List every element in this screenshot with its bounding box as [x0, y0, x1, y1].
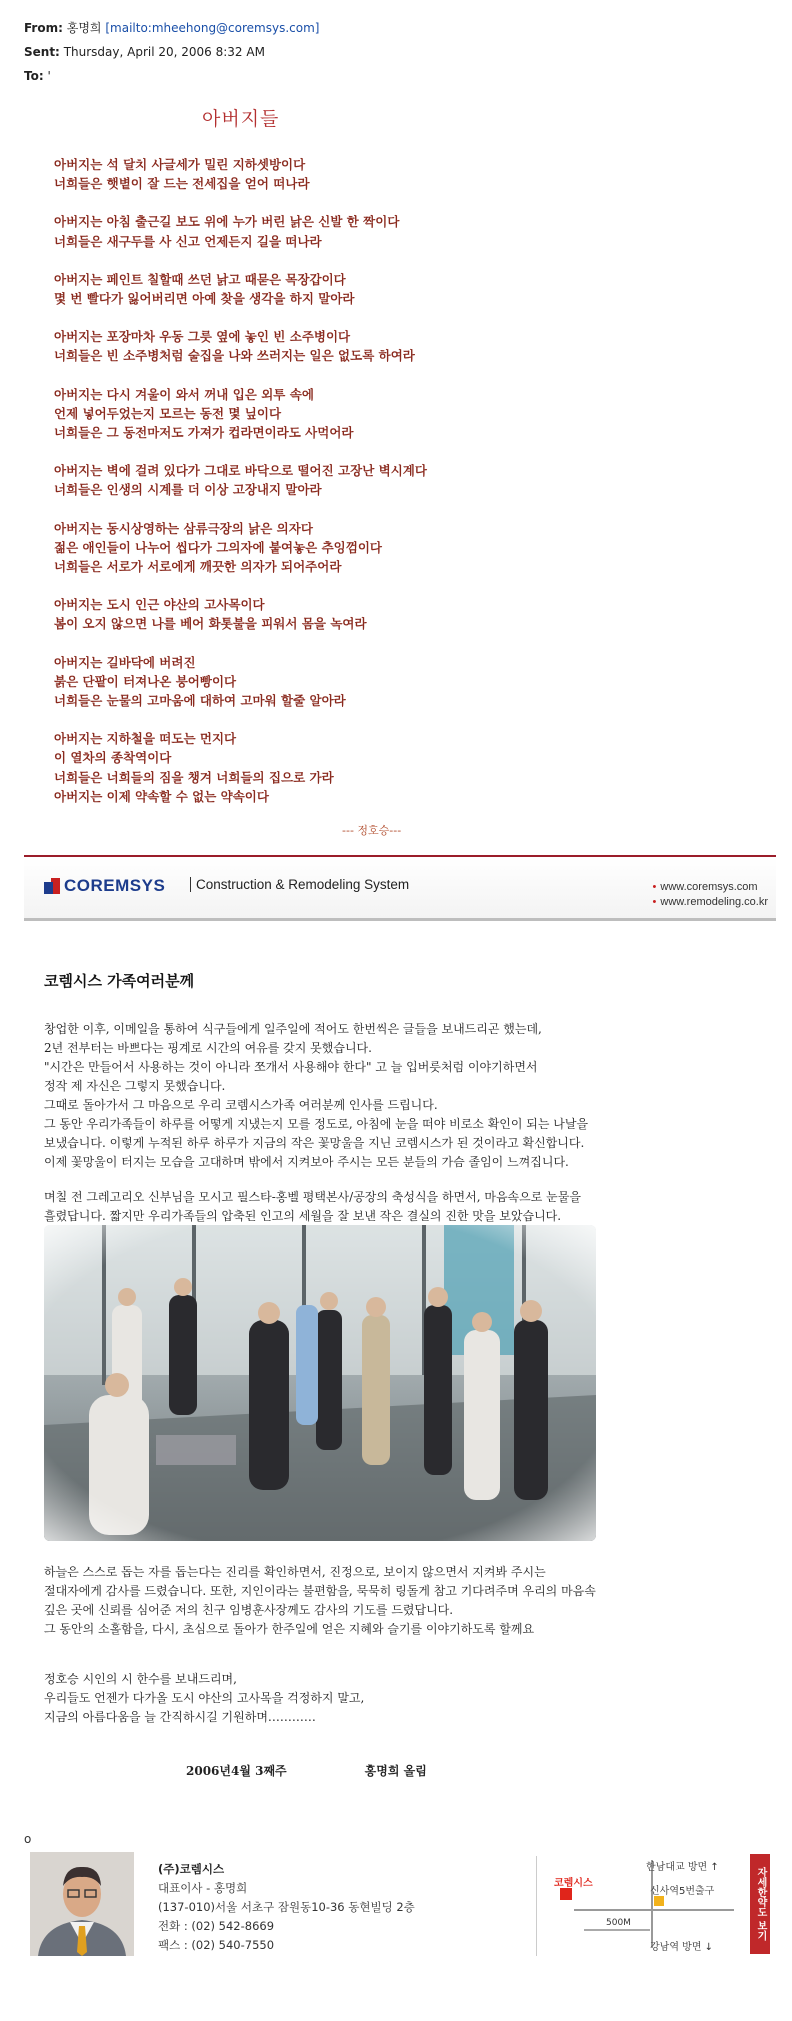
poem-line: 봄이 오지 않으면 나를 베어 화톳불을 피워서 몸을 녹여라 [54, 616, 367, 632]
letter-signer: 홍명희 올림 [364, 1764, 427, 1778]
poem-line: 너희들은 인생의 시계를 더 이상 고장내지 말아라 [54, 482, 322, 498]
map-south-label: 강남역 방면 ↓ [650, 1942, 714, 1953]
poem-stanza [54, 270, 614, 308]
map-station-label: 신사역5번출구 [650, 1886, 715, 1897]
map-distance-label: 500M [606, 1918, 631, 1928]
poem-stanza [54, 729, 614, 806]
card-company: (주)코렘시스 [158, 1862, 225, 1876]
from-label: From: [24, 21, 63, 35]
letter-line: 정작 제 자신은 그렇지 못했습니다. [44, 1079, 226, 1093]
banner-tagline: Construction & Remodeling System [190, 877, 409, 892]
poem-line: 너희들은 눈물의 고마움에 대하여 고마워 할줄 알아라 [54, 693, 346, 709]
letter-date: 2006년4월 3째주 [186, 1764, 287, 1778]
poem-line: 아버지는 석 달치 사글세가 밀린 지하셋방이다 [54, 157, 306, 172]
poem-line: 너희들은 햇볕이 잘 드는 전세집을 얻어 떠나라 [54, 176, 310, 192]
poem-line: 아버지는 지하철을 떠도는 먼지다 [54, 731, 237, 747]
map-company-label: 코렘시스 [554, 1878, 593, 1889]
letter-greeting: 코렘시스 가족여러분께 [44, 972, 195, 990]
letter-line: 이제 꽃망울이 터지는 모습을 고대하며 밖에서 지켜보아 주시는 모든 분들의 가슴 졸임이 느껴집니다. [44, 1155, 569, 1169]
url-remodeling[interactable]: www.remodeling.co.kr [660, 896, 768, 908]
poem-title: 아버지들 [202, 108, 280, 130]
from-mailto-link[interactable]: [mailto:mheehong@coremsys.com] [105, 21, 320, 35]
letter-line: 보냈습니다. 이렇게 누적된 하루 하루가 지금의 작은 꽃망울을 지닌 코렘시스가 된 것이라고 확신합니다. [44, 1136, 585, 1150]
poem-line: 아버지는 다시 겨울이 와서 꺼내 입은 외투 속에 [54, 386, 314, 402]
location-map[interactable] [554, 1852, 744, 1956]
company-banner [24, 858, 776, 921]
poem-stanza [54, 327, 614, 365]
letter-line: 며칠 전 그레고리오 신부님을 모시고 필스타-홍벨 평택본사/공장의 축성식을 하면서, 마음속으로 눈물을 [44, 1190, 581, 1204]
letter-paragraph-3 [44, 1563, 744, 1639]
letter-line: 그때로 돌아가서 그 마음으로 우리 코렘시스가족 여러분께 인사를 드립니다. [44, 1098, 438, 1112]
poem-stanza [54, 385, 614, 443]
poem-line: 아버지는 길바닥에 버려진 [54, 654, 196, 670]
letter-line: 깊은 곳에 신뢰를 심어준 저의 친구 임병훈사장께도 감사의 기도를 드렸답니다. [44, 1603, 454, 1617]
card-address: (137-010)서울 서초구 잠원동10-36 동현빌딩 2층 [158, 1900, 415, 1914]
poem-body [54, 155, 614, 825]
letter-paragraph-2 [44, 1188, 744, 1226]
banner-divider [24, 855, 776, 857]
company-logo [44, 876, 165, 896]
poem-stanza [54, 519, 614, 577]
letter-line: "시간은 만들어서 사용하는 것이 아니라 쪼개서 사용해야 한다" 고 늘 입버릇처럼 이야기하면서 [44, 1060, 538, 1074]
letter-line: 그 동안 우리가족들이 하루를 어떻게 지냈는지 모를 정도로, 아침에 눈을 떠야 비로소 확인이 되는 나날을 [44, 1117, 589, 1131]
email-header [24, 16, 319, 88]
card-fax: 팩스 : (02) 540-7550 [158, 1938, 275, 1952]
blessing-ceremony-photo [44, 1225, 596, 1541]
poem-stanza [54, 155, 614, 193]
banner-urls: • www.coremsys.com • www.remodeling.co.kr [652, 881, 768, 908]
detailed-map-button[interactable]: 자세한약도 보기 [750, 1854, 770, 1954]
url-coremsys[interactable]: www.coremsys.com [660, 881, 758, 893]
poem-line: 아버지는 포장마차 우동 그릇 옆에 놓인 빈 소주병이다 [54, 329, 351, 345]
letter-paragraph-1 [44, 1020, 744, 1172]
poem-stanza [54, 212, 614, 250]
poem-line: 너희들은 그 동전마저도 가져가 컵라면이라도 사먹어라 [54, 425, 354, 441]
business-card [24, 1850, 776, 1962]
poem-stanza [54, 595, 614, 633]
to-label: To: [24, 69, 44, 83]
poem-author: --- 정호승--- [342, 824, 402, 837]
poem-line: 붉은 단팥이 터져나온 붕어빵이다 [54, 673, 237, 689]
poem-line: 아버지는 도시 인근 야산의 고사목이다 [54, 597, 265, 613]
avatar [30, 1852, 134, 1956]
bullet-marker: o [24, 1832, 32, 1846]
letter-signature [186, 1762, 505, 1779]
poem-stanza [54, 461, 614, 499]
poem-line: 이 열차의 종착역이다 [54, 750, 172, 766]
poem-line: 너희들은 빈 소주병처럼 술집을 나와 쓰러지는 일은 없도록 하여라 [54, 348, 415, 364]
poem-line: 아버지는 동시상영하는 삼류극장의 낡은 의자다 [54, 520, 313, 536]
card-title: 대표이사 - 홍명희 [158, 1881, 248, 1895]
poem-line: 언제 넣어두었는지 모르는 동전 몇 닢이다 [54, 405, 282, 421]
poem-line: 아버지는 페인트 칠할때 쓰던 낡고 때묻은 목장갑이다 [54, 271, 346, 287]
logo-text: COREMSYS [64, 876, 166, 895]
logo-mark-icon [44, 878, 60, 894]
sent-label: Sent: [24, 45, 60, 59]
letter-line: 하늘은 스스로 돕는 자를 돕는다는 진리를 확인하면서, 진정으로, 보이지 않으면서 지켜봐 주시는 [44, 1565, 546, 1579]
letter-line: 창업한 이후, 이메일을 통하여 식구들에게 일주일에 적어도 한번씩은 글들을 보내드리곤 했는데, [44, 1022, 542, 1036]
poem-line: 아버지는 벽에 걸려 있다가 그대로 바닥으로 떨어진 고장난 벽시계다 [54, 463, 427, 479]
from-name: 홍명희 [66, 21, 102, 35]
letter-line: 흘렸답니다. 짧지만 우리가족들의 압축된 인고의 세월을 잘 보낸 작은 결실의 진한 맛을 보았습니다. [44, 1209, 562, 1223]
letter-line: 정호승 시인의 시 한수를 보내드리며, [44, 1672, 237, 1686]
letter-line: 지금의 아름다움을 늘 간직하시길 기원하며………… [44, 1710, 316, 1724]
sent-value: Thursday, April 20, 2006 8:32 AM [63, 45, 265, 59]
letter-paragraph-4 [44, 1670, 744, 1727]
letter-line: 그 동안의 소홀함을, 다시, 초심으로 돌아가 한주일에 얻은 지혜와 슬기를 이야기하도록 할께요 [44, 1622, 535, 1636]
poem-line: 아버지는 아침 출근길 보도 위에 누가 버린 낡은 신발 한 짝이다 [54, 214, 400, 230]
poem-line: 너희들은 새구두를 사 신고 언제든지 길을 떠나라 [54, 233, 322, 249]
poem-line: 너희들은 서로가 서로에게 깨끗한 의자가 되어주어라 [54, 559, 342, 575]
poem-line: 몇 번 빨다가 잃어버리면 아예 찾을 생각을 하지 말아라 [54, 291, 355, 307]
poem-line: 젊은 애인들이 나누어 씹다가 그의자에 붙여놓은 추잉껌이다 [54, 539, 382, 555]
poem-stanza [54, 653, 614, 711]
letter-line: 2년 전부터는 바쁘다는 핑계로 시간의 여유를 갖지 못했습니다. [44, 1041, 372, 1055]
letter-line: 우리들도 언젠가 다가올 도시 야산의 고사목을 걱정하지 말고, [44, 1691, 365, 1705]
contact-info [158, 1860, 415, 1955]
map-north-label: 한남대교 방면 ↑ [646, 1862, 719, 1873]
to-value: ' [47, 69, 51, 83]
poem-line: 너희들은 너희들의 짐을 챙겨 너희들의 집으로 가라 [54, 769, 334, 785]
letter-line: 절대자에게 감사를 드렸습니다. 또한, 지인이라는 불편함을, 묵묵히 링돌게 참고 기다려주며 우리의 마음속 [44, 1584, 596, 1598]
card-phone: 전화 : (02) 542-8669 [158, 1919, 275, 1933]
poem-line: 아버지는 이제 약속할 수 없는 약속이다 [54, 788, 269, 804]
card-divider [536, 1856, 537, 1956]
